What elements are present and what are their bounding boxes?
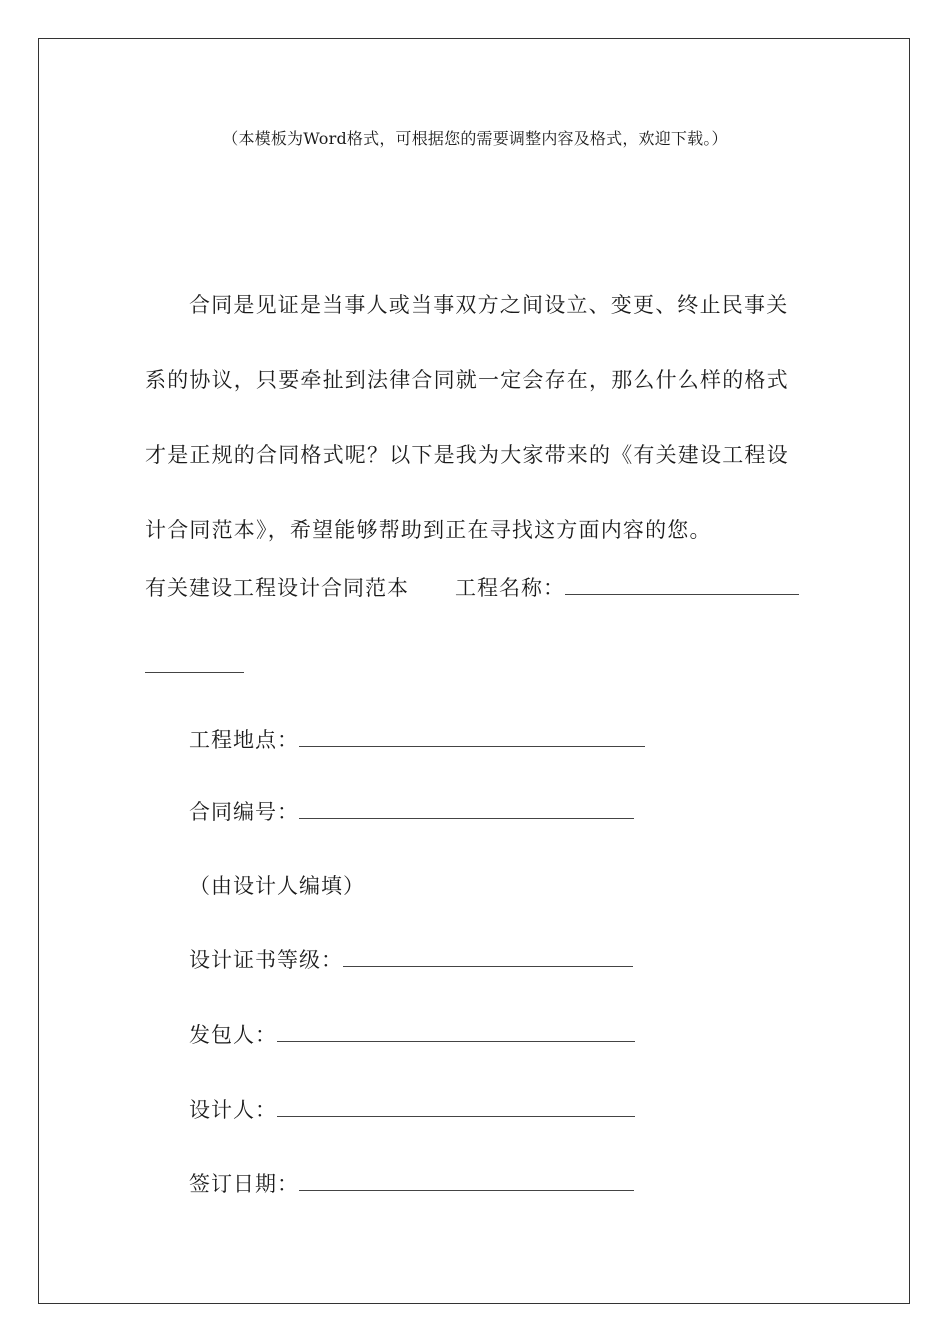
intro-paragraph: 合同是见证是当事人或当事双方之间设立、变更、终止民事关系的协议，只要牵扯到法律合同就一定会存在，那么什么样的格式才是正规的合同格式呢？以下是我为大家带来的《有关建设工程设计合同范本》，希望能够帮助到正在寻找这方面内容的您。 (145, 293, 789, 542)
project-location-blank[interactable] (299, 724, 645, 747)
signing-date-label: 签订日期： (189, 1172, 299, 1196)
certificate-grade-line (189, 944, 633, 974)
project-location-label: 工程地点： (189, 728, 299, 752)
employer-line (189, 1019, 635, 1049)
designer-blank[interactable] (277, 1094, 635, 1117)
employer-label: 发包人： (189, 1023, 277, 1047)
contract-number-blank[interactable] (299, 796, 634, 819)
project-location-line (189, 724, 645, 754)
template-note: （本模板为Word格式，可根据您的需要调整内容及格式，欢迎下载。） (222, 129, 728, 148)
contract-title: 有关建设工程设计合同范本 (145, 576, 409, 600)
signing-date-line (189, 1168, 634, 1198)
certificate-grade-label: 设计证书等级： (189, 948, 343, 972)
project-name-blank[interactable] (565, 572, 799, 595)
project-name-blank-continued[interactable] (145, 650, 244, 673)
contract-number-label: 合同编号： (189, 800, 299, 824)
certificate-grade-blank[interactable] (343, 944, 633, 967)
contract-number-line (189, 796, 634, 826)
designer-line (189, 1094, 635, 1124)
fill-note: （由设计人编填） (189, 874, 365, 898)
employer-blank[interactable] (277, 1019, 635, 1042)
fill-note-line (189, 871, 365, 901)
title-line (145, 572, 799, 602)
project-name-label: 工程名称： (455, 576, 565, 600)
signing-date-blank[interactable] (299, 1168, 634, 1191)
designer-label: 设计人： (189, 1098, 277, 1122)
